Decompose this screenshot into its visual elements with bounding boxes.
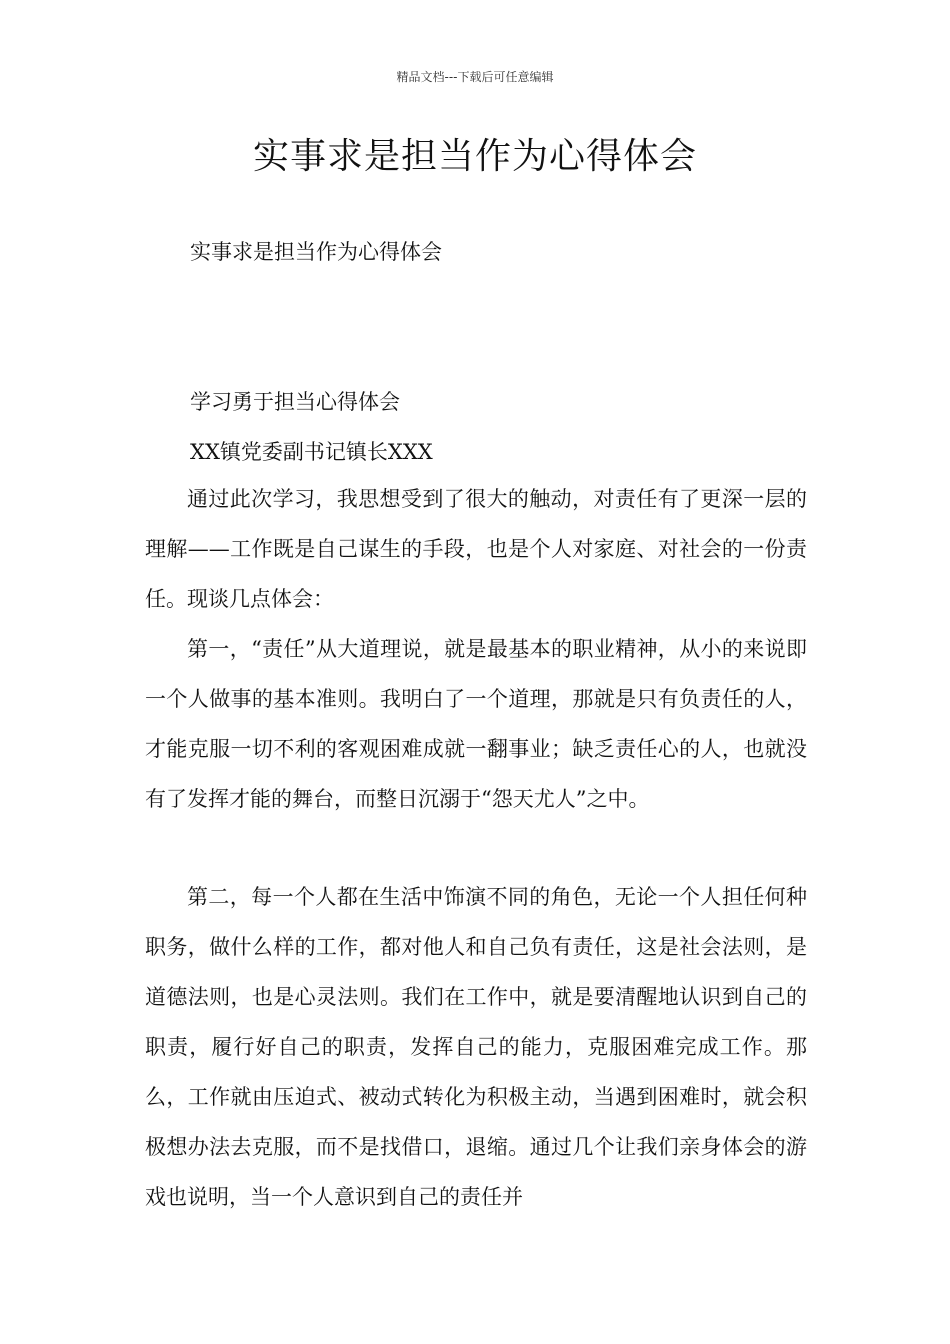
header-note: 精品文档---下载后可任意编辑 [396,70,554,84]
paragraph-2: 第一，“责任”从大道理说，就是最基本的职业精神，从小的来说即一个人做事的基本准则。我明白了一个道理，那就是只有负责任的人，才能克服一切不利的客观困难成就一翻事业；缺乏责任心的人，也就没有了发挥才能的舞台，而整日沉溺于“怨天尤人”之中。 [145,637,807,811]
section-heading: 学习勇于担当心得体会 [190,390,400,414]
author-line: XX镇党委副书记镇长XXX [190,440,433,464]
paragraph-3: 第二，每一个人都在生活中饰演不同的角色，无论一个人担任何种职务，做什么样的工作，都对他人和自己负有责任，这是社会法则，是道德法则，也是心灵法则。我们在工作中，就是要清醒地认识到自己的职责，履行好自己的职责，发挥自己的能力，克服困难完成工作。那么，工作就由压迫式、被动式转化为积极主动，当遇到困难时，就会积极想办法去克服，而不是找借口，退缩。通过几个让我们亲身体会的游戏也说明，当一个人意识到自己的责任并 [145,885,807,1209]
document-subtitle: 实事求是担当作为心得体会 [190,240,442,264]
document-title: 实事求是担当作为心得体会 [252,136,697,177]
paragraph-1: 通过此次学习，我思想受到了很大的触动，对责任有了更深一层的理解——工作既是自己谋生的手段，也是个人对家庭、对社会的一份责任。现谈几点体会： [145,487,807,611]
